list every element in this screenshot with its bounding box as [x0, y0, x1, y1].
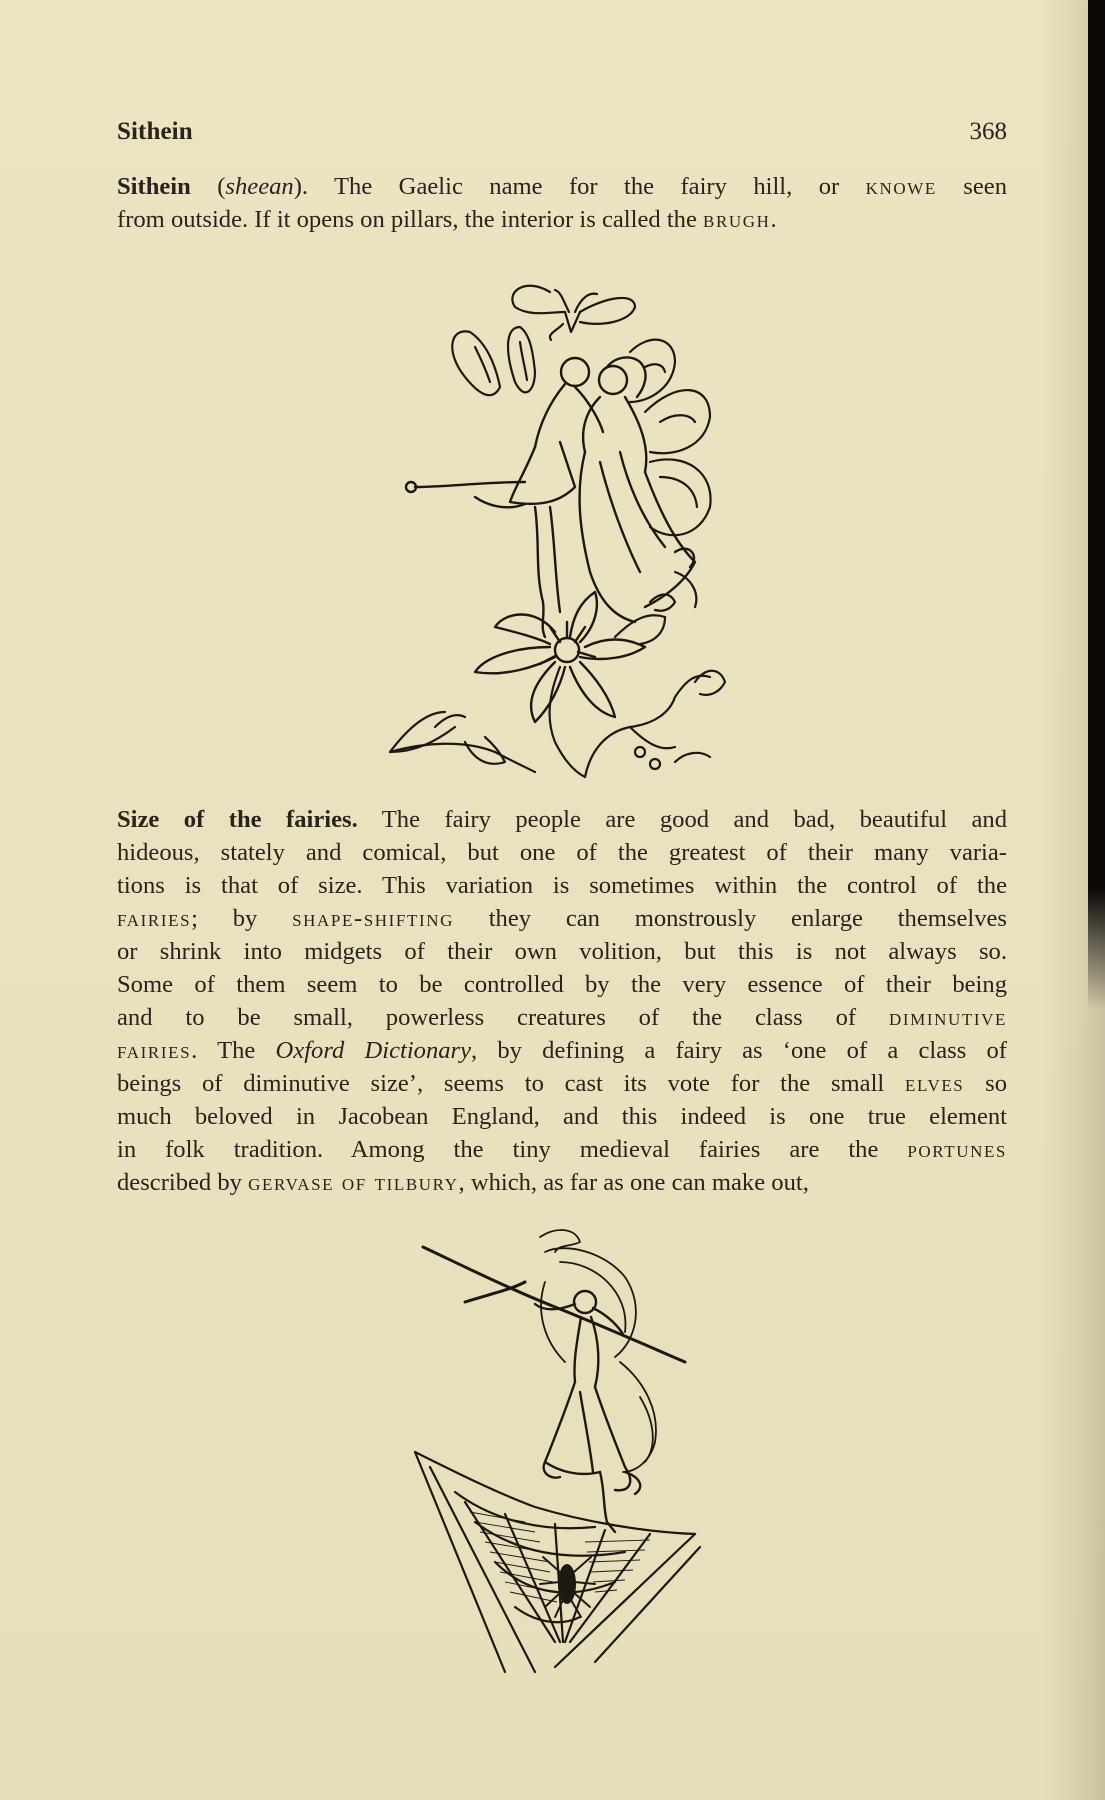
text-line: [117, 1100, 1007, 1133]
body-text: ). The Gaelic name for the fairy hill, or: [293, 173, 866, 200]
text-line: [117, 1166, 1007, 1199]
text-line: [117, 902, 1007, 935]
cross-reference: knowe: [865, 173, 937, 200]
page-number: 368: [969, 118, 1007, 145]
cross-reference: diminutive: [889, 1004, 1007, 1031]
text-line: [117, 968, 1007, 1001]
italic-term: Oxford Dictionary: [275, 1037, 472, 1064]
cross-reference: portunes: [907, 1136, 1007, 1163]
body-text: tions is that of size. This variation is sometimes within the control of the: [117, 872, 1007, 899]
text-line: [117, 935, 1007, 968]
body-text: or shrink into midgets of their own volition, but this is not always so.: [117, 938, 1007, 965]
fairies-on-flower-drawing: [375, 272, 735, 782]
body-text: so: [964, 1070, 1007, 1097]
body-text: much beloved in Jacobean England, and this indeed is one true element: [117, 1103, 1007, 1130]
body-text: from outside. If it opens on pillars, the interior is called the: [117, 206, 704, 233]
text-line: [117, 869, 1007, 902]
italic-term: sheean: [225, 173, 294, 200]
butterfly-icon: [512, 286, 635, 340]
text-line: [117, 1067, 1007, 1100]
cross-reference: brugh: [703, 206, 771, 233]
text-line: [117, 1001, 1007, 1034]
spider-icon: [540, 1557, 595, 1617]
entry-headword: Sithein: [117, 173, 191, 200]
entry-size-of-the-fairies: [117, 803, 1007, 1199]
body-text: (: [190, 173, 226, 200]
fairy-on-web-drawing: [395, 1222, 740, 1682]
spiderweb-icon: [415, 1452, 700, 1672]
body-text: . The: [191, 1037, 276, 1064]
body-text: hideous, stately and comical, but one of the greatest of their many varia-: [117, 839, 1007, 866]
body-text: ; by: [191, 905, 293, 932]
cross-reference: fairies: [117, 905, 192, 932]
running-head-word: Sithein: [117, 118, 193, 145]
cross-reference: shape-shifting: [292, 905, 454, 932]
body-text: beings of diminutive size’, seems to cast its vote for the small: [117, 1070, 906, 1097]
text-line: [117, 803, 1007, 836]
text-line: [117, 170, 1007, 203]
entry-sithein: [117, 170, 1007, 236]
body-text: .: [770, 206, 777, 233]
running-head: [117, 118, 1007, 152]
text-line: [117, 1133, 1007, 1166]
body-text: The fairy people are good and bad, beautiful and: [357, 806, 1008, 833]
body-text: , by defining a fairy as ‘one of a class of: [471, 1037, 1007, 1064]
text-line: [117, 1034, 1007, 1067]
text-line: [117, 836, 1007, 869]
cross-reference: elves: [905, 1070, 965, 1097]
body-text: , which, as far as one can make out,: [458, 1169, 809, 1196]
illustration-fairy-on-spiderweb: [395, 1222, 740, 1682]
binding-edge-shadow: [1088, 0, 1105, 1010]
body-text: in folk tradition. Among the tiny medieval fairies are the: [117, 1136, 908, 1163]
illustration-embracing-fairies: [375, 272, 735, 782]
cross-reference: fairies: [117, 1037, 192, 1064]
body-text: and to be small, powerless creatures of the class of: [117, 1004, 890, 1031]
entry-headword: Size of the fairies.: [117, 806, 358, 833]
text-line: [117, 203, 1007, 236]
cross-reference: gervase of tilbury: [248, 1169, 459, 1196]
body-text: Some of them seem to be controlled by the very essence of their being: [117, 971, 1007, 998]
body-text: they can monstrously enlarge themselves: [453, 905, 1007, 932]
body-text: described by: [117, 1169, 249, 1196]
body-text: seen: [936, 173, 1007, 200]
